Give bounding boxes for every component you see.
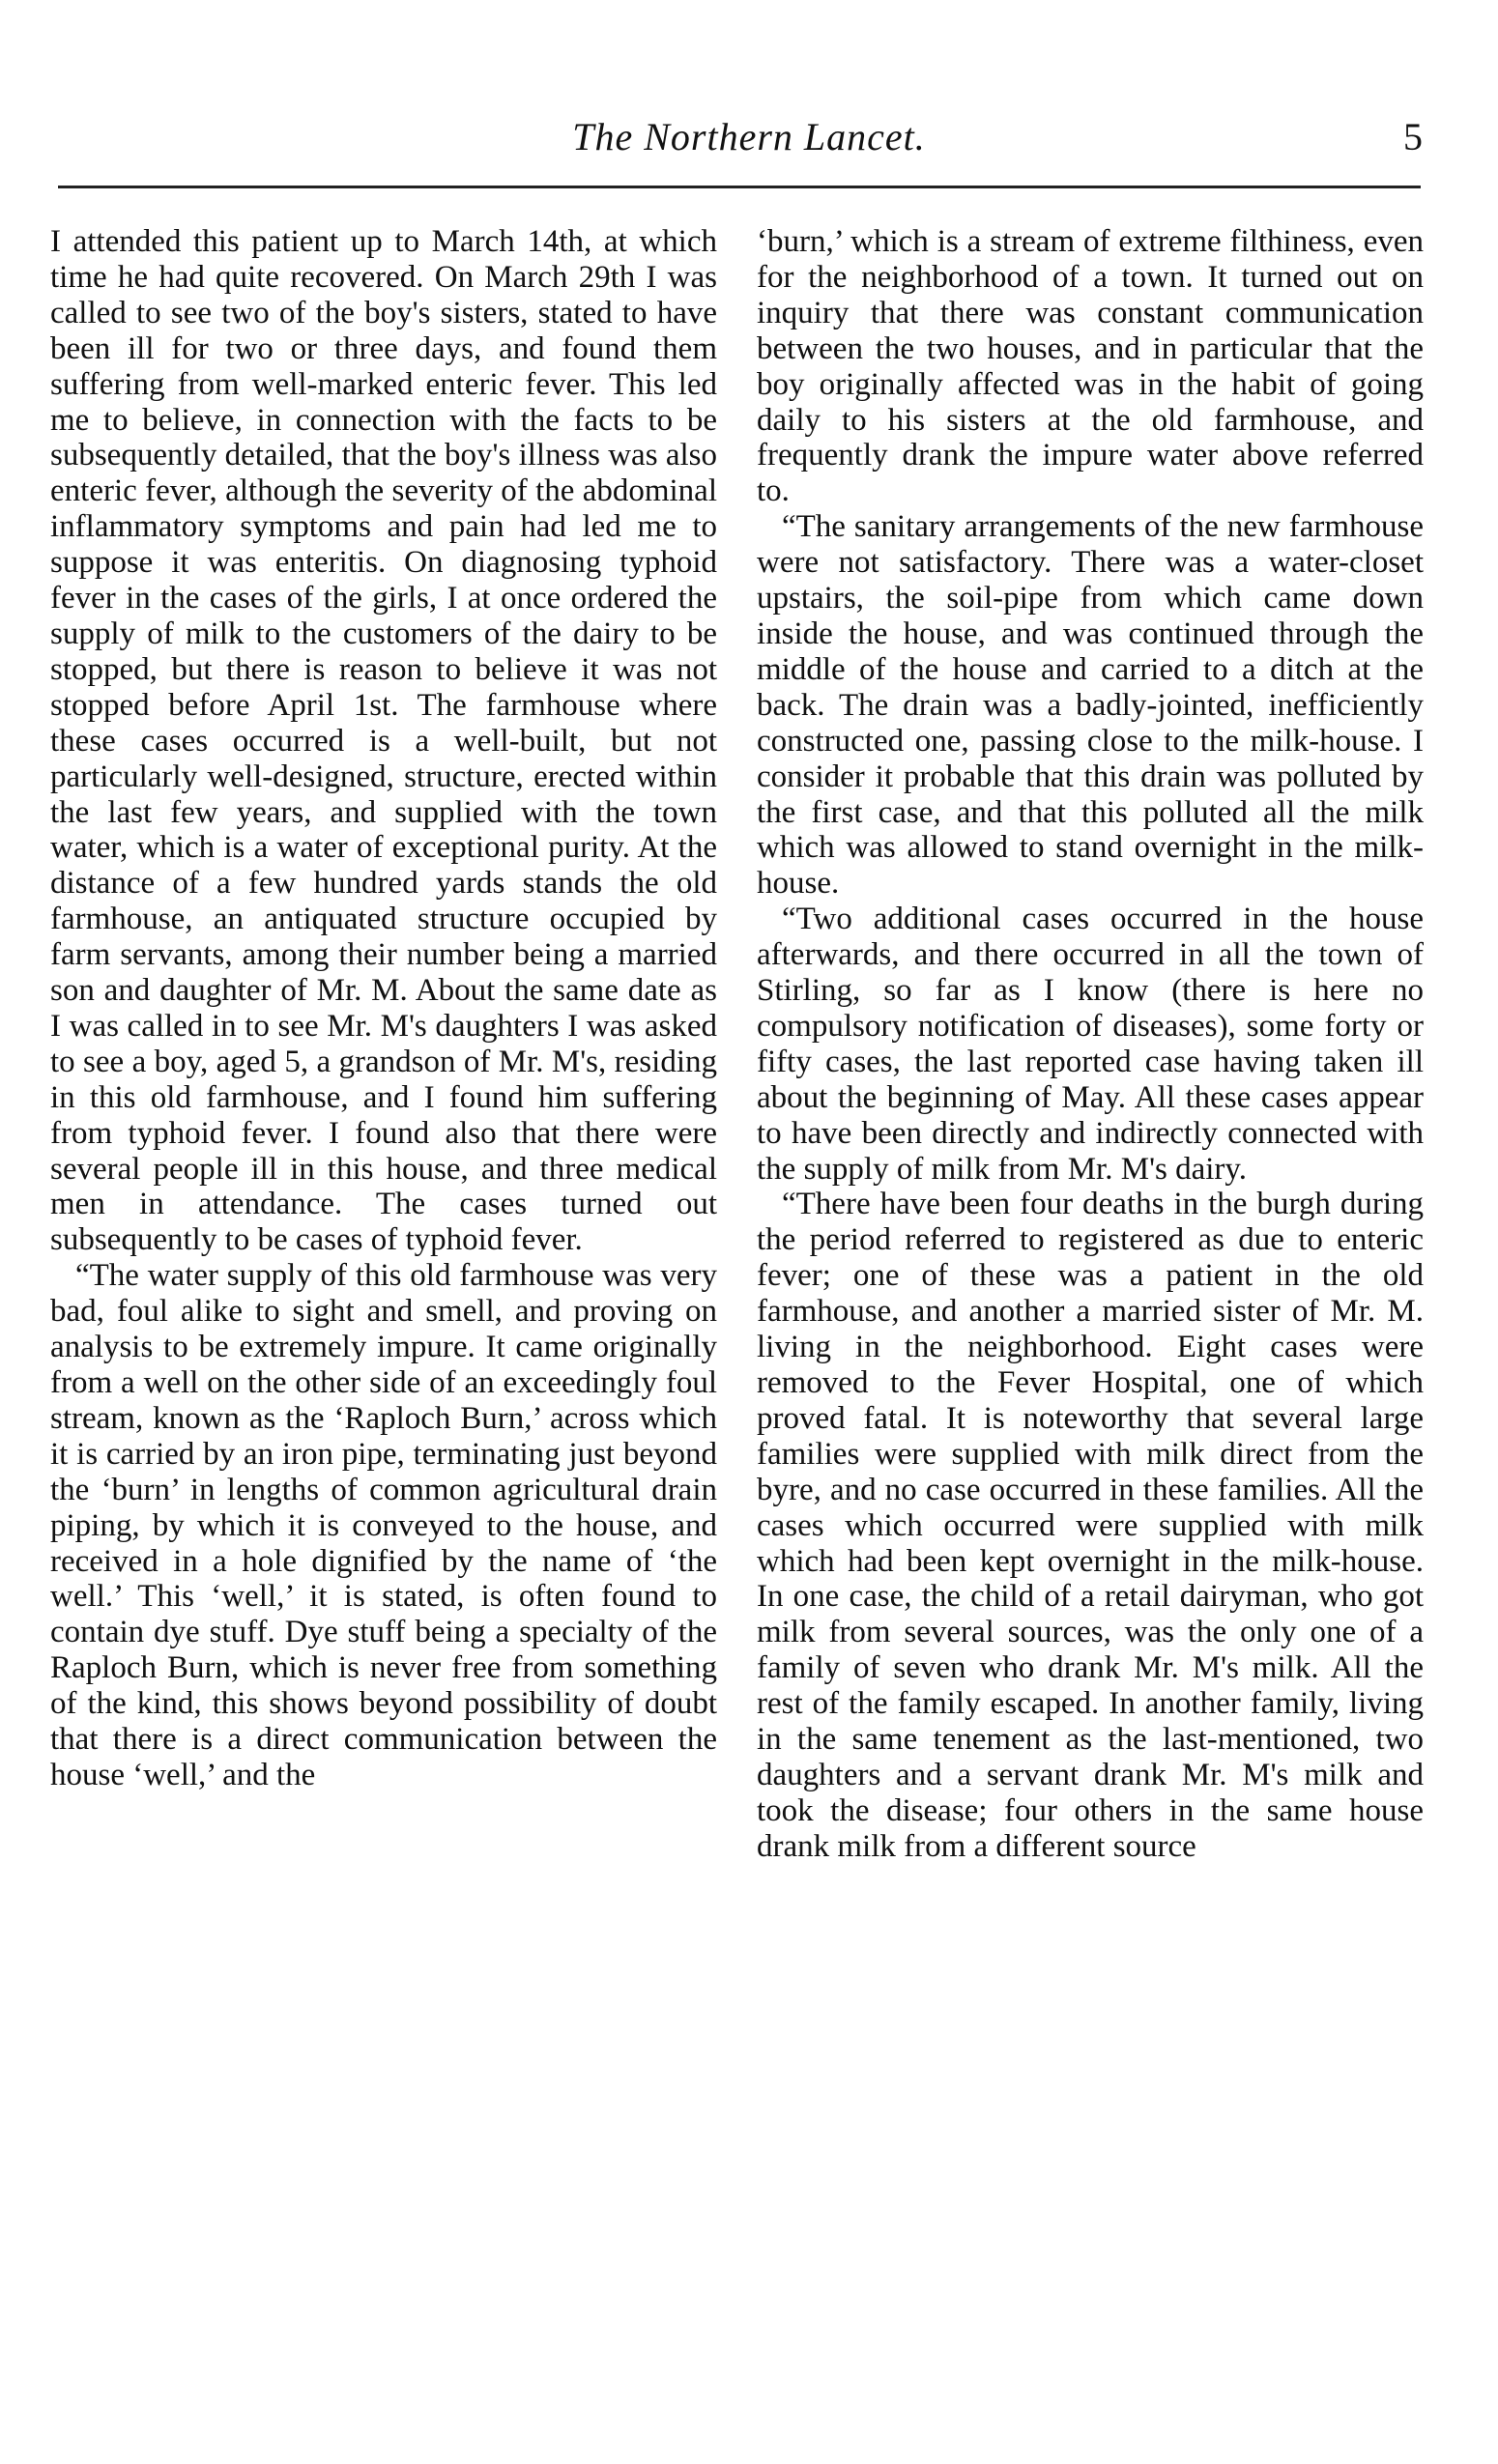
right-column bbox=[757, 224, 1424, 1865]
page-number: 5 bbox=[1403, 115, 1423, 158]
paragraph: I attended this patient up to March 14th, at which time he had quite recovered. On March 29th I was called to see two of the boy's sisters, stated to have been ill for two or three days, and found them suffering from well-marked enteric fever. This led me to believe, in connection with the facts to be subsequently detailed, that the boy's illness was also enteric fever, although the severity of the abdominal inflammatory symptoms and pain had led me to suppose it was enteritis. On diagnosing typhoid fever in the cases of the girls, I at once ordered the supply of milk to the customers of the dairy to be stopped, but there is reason to believe it was not stopped before April 1st. The farmhouse where these cases occurred is a well-built, but not particularly well-designed, structure, erected within the last few years, and supplied with the town water, which is a water of exceptional purity. At the distance of a few hundred yards stands the old farmhouse, an antiquated structure occupied by farm servants, among their number being a married son and daughter of Mr. M. About the same date as I was called in to see Mr. M's daughters I was asked to see a boy, aged 5, a grandson of Mr. M's, residing in this old farmhouse, and I found him suffering from typhoid fever. I found also that there were several people ill in this house, and three medical men in attendance. The cases turned out subsequently to be cases of typhoid fever. bbox=[50, 224, 717, 1258]
paragraph: “The sanitary arrangements of the new farmhouse were not satisfactory. There was a water-closet upstairs, the soil-pipe from which came down inside the house, and was continued through the middle of the house and carried to a ditch at the back. The drain was a badly-jointed, inefficiently constructed one, passing close to the milk-house. I consider it probable that this drain was polluted by the first case, and that this polluted all the milk which was allowed to stand overnight in the milk-house. bbox=[757, 509, 1424, 902]
header-divider bbox=[58, 186, 1421, 188]
paragraph: “The water supply of this old farmhouse was very bad, foul alike to sight and smell, and proving on analysis to be extremely impure. It came originally from a well on the other side of an exceedingly foul stream, known as the ‘Raploch Burn,’ across which it is carried by an iron pipe, terminating just beyond the ‘burn’ in lengths of common agricultural drain piping, by which it is conveyed to the house, and received in a hole dignified by the name of ‘the well.’ This ‘well,’ it is stated, is often found to contain dye stuff. Dye stuff being a specialty of the Raploch Burn, which is never free from something of the kind, this shows beyond possibility of doubt that there is a direct communication between the house ‘well,’ and the bbox=[50, 1258, 717, 1792]
running-title: The Northern Lancet. bbox=[572, 115, 926, 158]
paragraph: ‘burn,’ which is a stream of extreme filthiness, even for the neighborhood of a town. It turned out on inquiry that there was constant communication between the two houses, and in particular that the boy originally affected was in the habit of going daily to his sisters at the old farmhouse, and frequently drank the impure water above referred to. bbox=[757, 224, 1424, 509]
paragraph: “Two additional cases occurred in the house afterwards, and there occurred in all the town of Stirling, so far as I know (there is here no compulsory notification of diseases), some forty or fifty cases, the last reported case having taken ill about the beginning of May. All these cases appear to have been directly and indirectly connected with the supply of milk from Mr. M's dairy. bbox=[757, 902, 1424, 1187]
paragraph: “There have been four deaths in the burgh during the period referred to registered as due to enteric fever; one of these was a patient in the old farmhouse, and another a married sister of Mr. M. living in the neighborhood. Eight cases were removed to the Fever Hospital, one of which proved fatal. It is noteworthy that several large families were supplied with milk direct from the byre, and no case occurred in these families. All the cases which occurred were supplied with milk which had been kept overnight in the milk-house. In one case, the child of a retail dairyman, who got milk from several sources, was the only one of a family of seven who drank Mr. M's milk. All the rest of the family escaped. In another family, living in the same tenement as the last-mentioned, two daughters and a servant drank Mr. M's milk and took the disease; four others in the same house drank milk from a different source bbox=[757, 1187, 1424, 1864]
left-column bbox=[50, 224, 717, 1793]
